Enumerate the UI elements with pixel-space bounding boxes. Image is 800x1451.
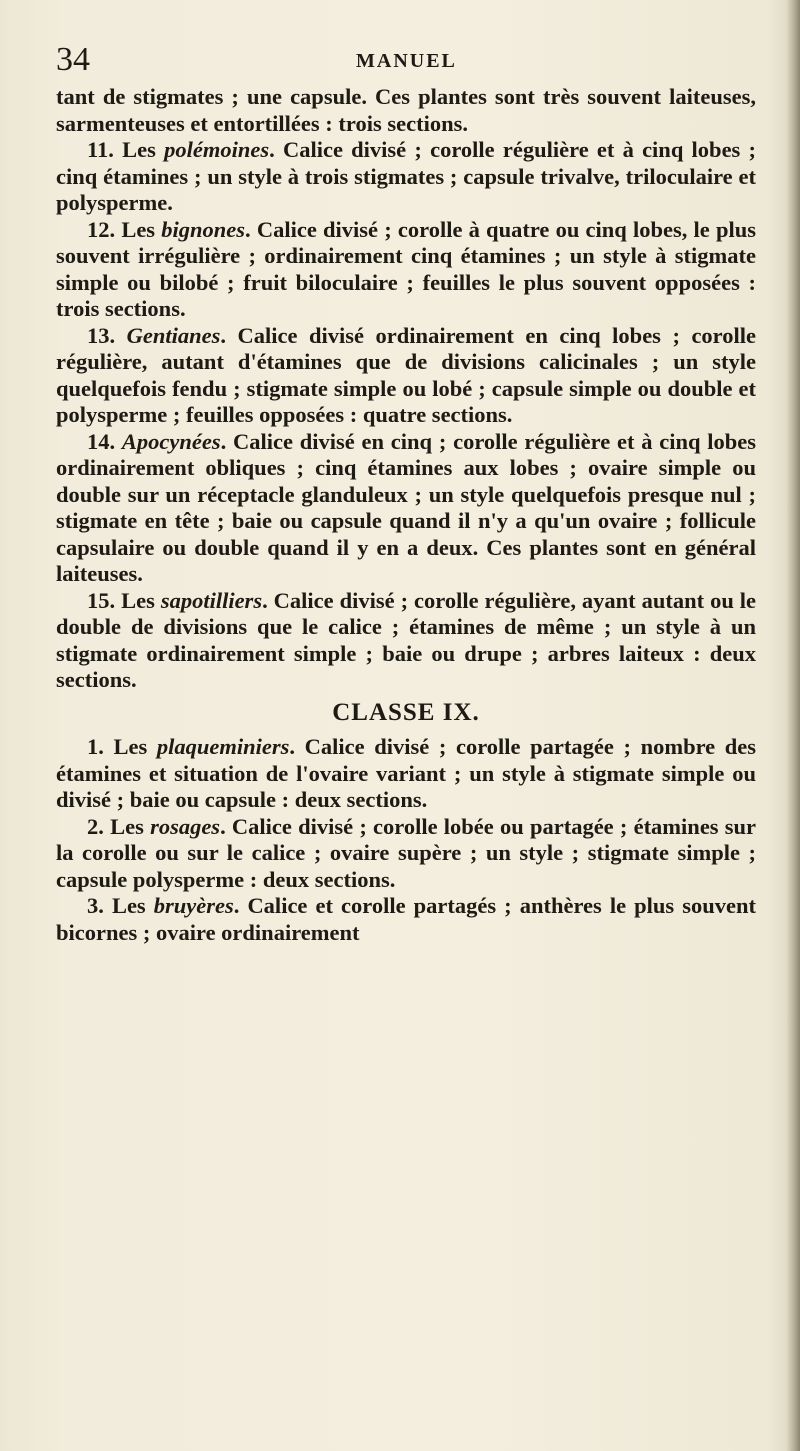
paragraph-continuation: [56, 84, 756, 137]
entry-name: plaqueminiers: [156, 734, 290, 759]
page-edge: [786, 0, 800, 1451]
entry-article: Les: [111, 893, 146, 918]
entry-number: 1.: [87, 734, 104, 759]
entry-text: Calice divisé ordinairement en cinq lobes ; corolle régulière, autant d'étamines que de divisions calicinales ; un style quelquefois fendu ; stigmate simple ou lobé ; capsule simple ou double et polysperme ; feuilles opposées : quatre sections.: [56, 322, 757, 427]
entry-plaqueminiers: 1. Les plaqueminiers. Calice divisé ; corolle partagée ; nombre des étamines et situation de l'ovaire variant ; un style à stigmate simple ou divisé ; baie ou capsule : deux sections.: [56, 734, 757, 812]
entry-name: bruyères: [153, 893, 234, 918]
entry-text: Calice divisé en cinq ; corolle régulière et à cinq lobes ordinairement obliques ; cinq étamines aux lobes ; ovaire simple ou double sur un réceptacle glanduleux ; un style quelquefois presque nul ; stigmate en tête ; baie ou capsule quand il n'y a qu'un ovaire ; follicule capsulaire ou double quand il y en a deux. Ces plantes sont en général laiteuses.: [56, 428, 756, 586]
page-number: 34: [56, 41, 90, 78]
page-body: [56, 84, 756, 946]
entry-gentianes: 13. Gentianes. Calice divisé ordinairement en cinq lobes ; corolle régulière, autant d'étamines que de divisions calicinales ; un style quelquefois fendu ; stigmate simple ou lobé ; capsule simple ou double et polysperme ; feuilles opposées : quatre sections.: [56, 322, 757, 427]
entry-text: Calice divisé ; corolle régulière et à cinq lobes ; cinq étamines ; un style à trois stigmates ; capsule trivalve, triloculaire et polysperme.: [56, 137, 757, 215]
entry-name: polémoines: [164, 137, 270, 162]
entry-article: Les: [121, 216, 156, 242]
entry-name: Gentianes: [126, 322, 221, 348]
page-header: [56, 40, 756, 80]
entry-bruyeres: 3. Les bruyères. Calice et corolle partagés ; anthères le plus souvent bicornes ; ovaire ordinairement: [56, 893, 757, 945]
entry-number: 3.: [87, 893, 104, 918]
entry-number: 13.: [87, 322, 116, 348]
entry-name: bignones: [161, 216, 246, 242]
entry-article: Les: [113, 734, 148, 759]
entry-number: 11.: [87, 137, 114, 162]
entry-apocynees: 14. Apocynées. Calice divisé en cinq ; corolle régulière et à cinq lobes ordinairement obliques ; cinq étamines aux lobes ; ovaire simple ou double sur un réceptacle glanduleux ; un style quelquefois presque nul ; stigmate en tête ; baie ou capsule quand il n'y a qu'un ovaire ; follicule capsulaire ou double quand il y en a deux. Ces plantes sont en général laiteuses.: [56, 428, 756, 586]
entry-rosages: 2. Les rosages. Calice divisé ; corolle lobée ou partagée ; étamines sur la corolle ou sur le calice ; ovaire supère ; un style ; stigmate simple ; capsule polysperme : deux sections.: [56, 813, 757, 892]
entry-text: Calice divisé ; corolle partagée ; nombre des étamines et situation de l'ovaire variant ; un style à stigmate simple ou divisé ; baie ou capsule : deux sections.: [56, 734, 757, 812]
entry-text: Calice divisé ; corolle à quatre ou cinq lobes, le plus souvent irrégulière ; ordinairement cinq étamines ; un style à stigmate simple ou bilobé ; fruit biloculaire ; feuilles le plus souvent opposées : trois sections.: [56, 216, 756, 321]
entry-number: 15.: [87, 587, 116, 613]
entry-sapotilliers: 15. Les sapotilliers. Calice divisé ; corolle régulière, ayant autant ou le double de divisions que le calice ; étamines de même ; un style à un stigmate ordinairement simple ; baie ou drupe ; arbres laiteux : deux sections.: [56, 587, 757, 692]
entry-bignones: 12. Les bignones. Calice divisé ; corolle à quatre ou cinq lobes, le plus souvent irrégulière ; ordinairement cinq étamines ; un style à stigmate simple ou bilobé ; fruit biloculaire ; feuilles le plus souvent opposées : trois sections.: [56, 216, 756, 321]
entry-article: Les: [122, 137, 156, 162]
entry-name: sapotilliers: [160, 587, 263, 613]
entry-number: 12.: [87, 216, 116, 242]
entry-article: Les: [121, 587, 155, 613]
entry-number: 14.: [87, 428, 116, 454]
entry-text: Calice divisé ; corolle régulière, ayant autant ou le double de divisions que le calice ; étamines de même ; un style à un stigmate ordinairement simple ; baie ou drupe ; arbres laiteux : deux sections.: [56, 587, 757, 692]
entry-text: Calice et corolle partagés ; anthères le plus souvent bicornes ; ovaire ordinairement: [56, 893, 757, 945]
running-head: MANUEL: [356, 50, 457, 72]
paragraph-text: tant de stigmates ; une capsule. Ces plantes sont très souvent laiteuses, sarmenteuses et entortillées : trois sections.: [56, 84, 756, 136]
entry-name: rosages: [150, 813, 221, 839]
entry-text: Calice divisé ; corolle lobée ou partagée ; étamines sur la corolle ou sur le calice ; ovaire supère ; un style ; stigmate simple ; capsule polysperme : deux sections.: [56, 813, 757, 892]
entry-polemoines: 11. Les polémoines. Calice divisé ; corolle régulière et à cinq lobes ; cinq étamines ; un style à trois stigmates ; capsule trivalve, triloculaire et polysperme.: [56, 137, 757, 215]
entry-number: 2.: [87, 813, 104, 839]
entry-article: Les: [110, 813, 144, 839]
class-heading: CLASSE IX.: [332, 698, 480, 726]
entry-name: Apocynées: [121, 428, 221, 454]
